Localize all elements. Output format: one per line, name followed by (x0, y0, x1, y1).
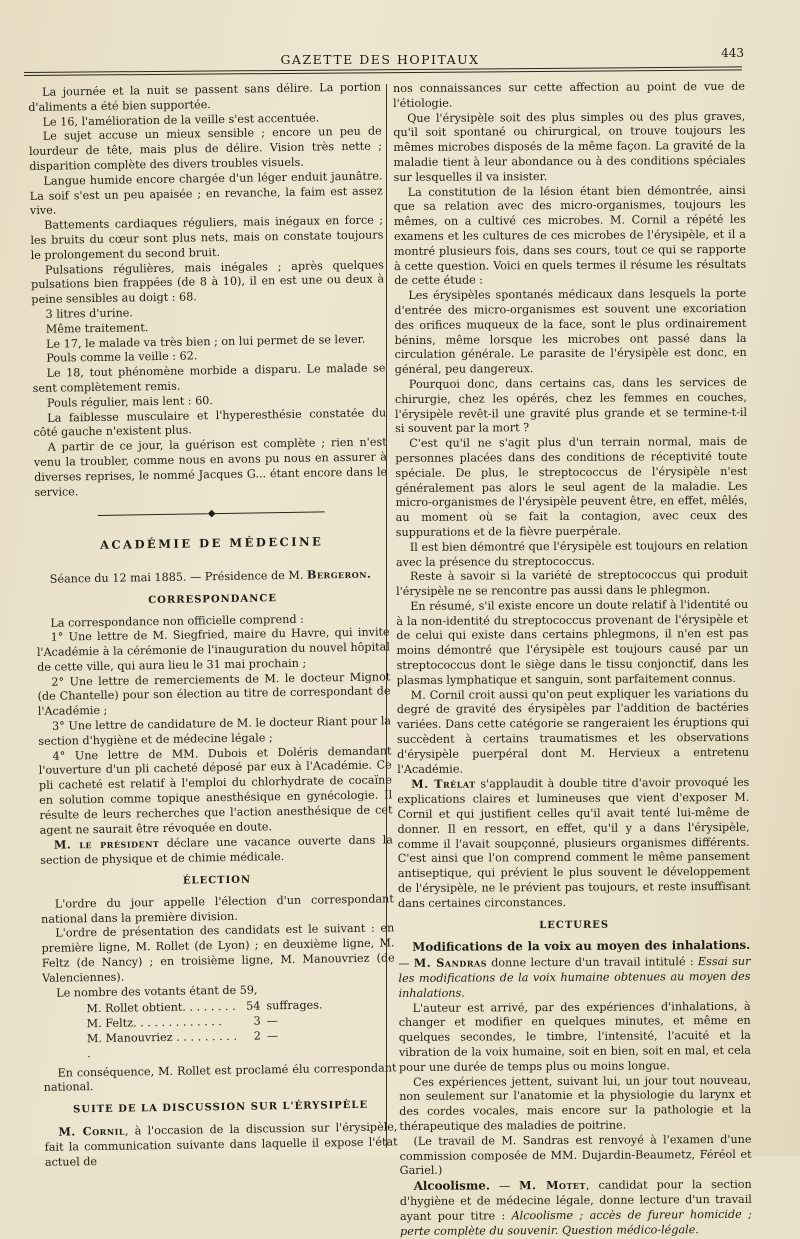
speaker-name: M. Cornil (58, 1123, 126, 1139)
running-head: GAZETTE DES HOPITAUX (280, 52, 480, 67)
paragraph: Ces expériences jettent, suivant lui, un jour tout nouveau, non seulement sur l'anatomie et la physiologie du larynx et des cordes vocales, mais encore sur la pathologie et la thérapeutique des maladies de poitrine. (399, 1073, 752, 1133)
paragraph: (Le travail de M. Sandras est renvoyé à l'examen d'une commission composée de MM. Dujardin-Beaumetz, Féréol et Gariel.) (399, 1132, 752, 1178)
paragraph: Le 17, le malade va très bien ; on lui permet de se lever. (45, 332, 366, 351)
paragraph: Pouls régulier, mais lent : 60. (46, 393, 214, 410)
page-number: 443 (721, 46, 744, 60)
work-title: Essai sur les modifications de la voix humaine obtenues au moyen des inhalations. (398, 955, 751, 1000)
header-rule (24, 66, 742, 76)
paragraph: 2° Une lettre de remerciements de M. le docteur Mignot (de Chantelle) pour son élection au titre de correspondant de l'Académie ; (37, 670, 391, 719)
paragraph: Battements cardiaques réguliers, mais inégaux en force ; les bruits du cœur sont plus nets, mais on constate toujours le prolongement du second bruit. (30, 213, 384, 262)
article-heading: Modifications de la voix au moyen des inhalations. (412, 938, 751, 955)
subsection-election: ÉLECTION (182, 874, 252, 887)
paragraph: La faiblesse musculaire et l'hyperesthésie constatée du côté gauche n'existent plus. (33, 405, 387, 440)
paragraph: Même traitement. (45, 320, 149, 336)
paragraph: La journée et la nuit se passent sans délire. La portion d'aliments a été bien supportée. (28, 80, 382, 114)
paragraph: nos connaissances sur cette affection au point de vue de l'étiologie. (393, 79, 746, 110)
seance-line: Séance du 12 mai 1885. — Présidence de M. Bergeron. (49, 566, 372, 586)
paragraph: 1° Une lettre de M. Siegfried, maire du Havre, qui invite l'Académie à la cérémonie de l'inauguration du nouvel hôpital de cette ville, qui aura lieu le 31 mai prochain ; (36, 625, 390, 674)
right-column (393, 80, 752, 1239)
vote-row: M. Rollet obtient. . . . . . . . 54 suffrages. (86, 998, 323, 1016)
paragraph: M. Trélat s'applaudit à double titre d'avoir provoqué les explications claires et lumineuses que vient d'exposer M. Cornil et qui justifient celles qu'il avait tenté lui-même de donner. Il en ressort, en effet, qu'il y a dans l'érysipèle, comme il l'avait soupçonné, plusieurs organismes différents. C'est ainsi que l'on comprend comment le même pansement antiseptique, qui prévient le plus souvent le développement de l'érysipèle, ne le prévient pas toujours, et reste insuffisant dans certaines circonstances. (397, 776, 750, 910)
speaker-name: M. Trélat (411, 776, 476, 792)
paragraph: M. Cornil croit aussi qu'on peut expliquer les variations du degré de gravité des érysipèles par l'addition de bactéries variées. Dans cette catégorie se rangeraient les éruptions qui succèdent à certains traumatismes et les observations d'érysipèle puerpéral dont M. Hervieux a entretenu l'Académie. (396, 686, 750, 776)
paragraph: Modifications de la voix au moyen des inhalations. — M. Sandras donne lecture d'un travail intitulé : Essai sur les modifications de la voix humaine obtenues au moyen des inhalations. (398, 938, 751, 1000)
paragraph: 4° Une lettre de MM. Dubois et Doléris demandant l'ouverture d'un pli cacheté déposé par eux à l'Académie. Ce pli cacheté est relatif à l'emploi du chlorhydrate de cocaïne en solution comme topique anesthésique en gynécologie. Il résulte de leurs recherches que l'action anesthésique de cet agent ne saurait être révoquée en doute. (38, 744, 393, 837)
paragraph: Pulsations régulières, mais inégales ; après quelques pulsations bien frappées (de 8 à 10), il en est une ou deux à peine sensibles au doigt : 68. (31, 257, 385, 307)
paragraph: L'ordre de présentation des candidats est le suivant : en première ligne, M. Rollet (de Lyon) ; en deuxième ligne, M. Feltz (de Nancy) ; en troisième ligne, M. Manouvriez (de Valenciennes). (41, 921, 395, 985)
vote-table (86, 998, 396, 1062)
paragraph: La constitution de la lésion étant bien démontrée, ainsi que sa relation avec des micro-organismes, toujours les mêmes, on a cultivé ces microbes. M. Cornil a répété les examens et les cultures de ces microbes de l'érysipèle, et il a montré plusieurs fois, dans ses cours, tout ce qui se rapporte à cette question. Voici en quels termes il résume les résultats de cette étude : (393, 183, 747, 288)
paragraph: 3 litres d'urine. (45, 306, 134, 321)
paragraph: Pouls comme la veille : 62. (46, 349, 198, 366)
speaker-name: M. Motet (518, 1178, 586, 1193)
paragraph: Le 18, tout phénomène morbide a disparu. Le malade se sent complètement remis. (32, 361, 386, 395)
paragraph: En conséquence, M. Rollet est proclamé élu correspondant national. (43, 1060, 397, 1095)
paragraph: Pourquoi donc, dans certains cas, dans les services de chirurgie, chez les opérés, chez les femmes en couches, l'érysipèle revêt-il une gravité plus grande et se termine-t-il si souvent par la mort ? (394, 375, 748, 436)
subsection-lectures: LECTURES (539, 919, 610, 931)
paragraph: C'est qu'il ne s'agit plus d'un terrain normal, mais de personnes placées dans des conditions de réceptivité toute spéciale. De plus, le streptococcus de l'érysipèle n'est généralement pas alors le seul agent de la maladie. Les micro-organismes de l'érysipèle peuvent être, en effet, mêlés, au moment où se fait la contagion, avec ceux des suppurations et de la fièvre puerpérale. (395, 434, 748, 539)
work-title: Alcoolisme ; accès de fureur homicide ; perte complète du souvenir. Question médico-légale. (399, 1207, 752, 1238)
paragraph: Reste à savoir si la variété de streptococcus qui produit l'érysipèle ne se rencontre pas aussi dans le phlegmon. (396, 568, 749, 599)
paragraph: Que l'érysipèle soit des plus simples ou des plus graves, qu'il soit spontané ou chirurgical, on trouve toujours les mêmes microbes disposés de la même façon. La gravité de la maladie tient à leur abondance ou à des conditions spéciales sur lesquelles il va insister. (393, 109, 746, 184)
vote-row: M. Manouvriez . . . . . . . . . . 2 — (86, 1029, 279, 1061)
paragraph: Les érysipèles spontanés médicaux dans lesquels la porte d'entrée des micro-organismes est souvent une excoriation des orifices muqueux de la face, sont le plus ordinairement bénins, même lorsque les microbes ont passé dans la circulation générale. Le parasite de l'érysipèle est donc, en général, peu dangereux. (394, 287, 747, 377)
paragraph: M. Cornil, à l'occasion de la discussion sur l'érysipèle, fait la communication suivante dans laquelle il expose l'état actuel de (44, 1120, 398, 1169)
article-heading: Alcoolisme. (413, 1178, 491, 1194)
speaker-name: M. Sandras (413, 955, 488, 971)
section-ornament: ◆ (35, 505, 388, 525)
paragraph: L'auteur est arrivé, par des expériences d'inhalations, à changer et modifier en quelques minutes, et même en quelques secondes, le timbre, l'intensité, l'acuité et la vibration de la voix humaine, soit en bien, soit en mal, et cela pour une durée de temps plus ou moins longue. (398, 999, 751, 1074)
subsection-correspondance: CORRESPONDANCE (148, 592, 277, 606)
left-column (28, 80, 398, 1170)
paragraph: 3° Une lettre de candidature de M. le docteur Riant pour la section d'hygiène et de médecine légale ; (38, 714, 392, 748)
paragraph: Langue humide encore chargée d'un léger enduit jaunâtre. La soif s'est un peu apaisée ; en revanche, la faim est assez vive. (29, 169, 383, 218)
subsection-suite-discussion: SUITE DE LA DISCUSSION SUR L'ÉRYSIPÈLE (73, 1099, 369, 1116)
paragraph: La correspondance non officielle comprend : (50, 612, 305, 630)
paragraph: Le 16, l'amélioration de la veille s'est accentuée. (42, 111, 320, 129)
paragraph: Alcoolisme. — M. Motet, candidat pour la section d'hygiène et de médecine légale, donne lecture d'un travail ayant pour titre : Alcoolisme ; accès de fureur homicide ; perte complète du souvenir. Question médico-légale. (399, 1178, 752, 1238)
vote-row: M. Feltz. . . . . . . . . . . . . 3 — (86, 1014, 279, 1031)
paragraph: M. le président déclare une vacance ouverte dans la section de physique et de chimie médicale. (40, 833, 393, 868)
paragraph: Il est bien démontré que l'érysipèle est toujours en relation avec la présence du streptococcus. (395, 538, 748, 569)
paragraph: Le nombre des votants étant de 59, (56, 983, 258, 1000)
paragraph: A partir de ce jour, la guérison est complète ; rien n'est venu la troubler, comme nous en avons pu nous en assurer à diverses reprises, le nommé Jacques G... étant encore dans le service. (33, 435, 388, 499)
president-name: Bergeron. (306, 566, 372, 582)
section-title-academie: ACADÉMIE DE MÉDECINE (99, 534, 324, 553)
paragraph: En résumé, s'il existe encore un doute relatif à l'identité ou à la non-identité du streptococcus provenant de l'érysipèle et de celui qui existe dans certains phlegmons, il n'en est pas moins démontré que l'érysipèle est toujours causé par un streptococcus dont le siège dans le tissu conjonctif, dans les plasmas lymphatique et sanguin, sont parfaitement connus. (396, 597, 749, 687)
paragraph: L'ordre du jour appelle l'élection d'un correspondant national dans la première division. (40, 892, 394, 926)
speaker-name: M. le président (53, 836, 160, 853)
paragraph: Le sujet accuse un mieux sensible ; encore un peu de lourdeur de tête, mais plus de délire. Vision très nette ; disparition complète des divers troubles visuels. (28, 124, 383, 173)
